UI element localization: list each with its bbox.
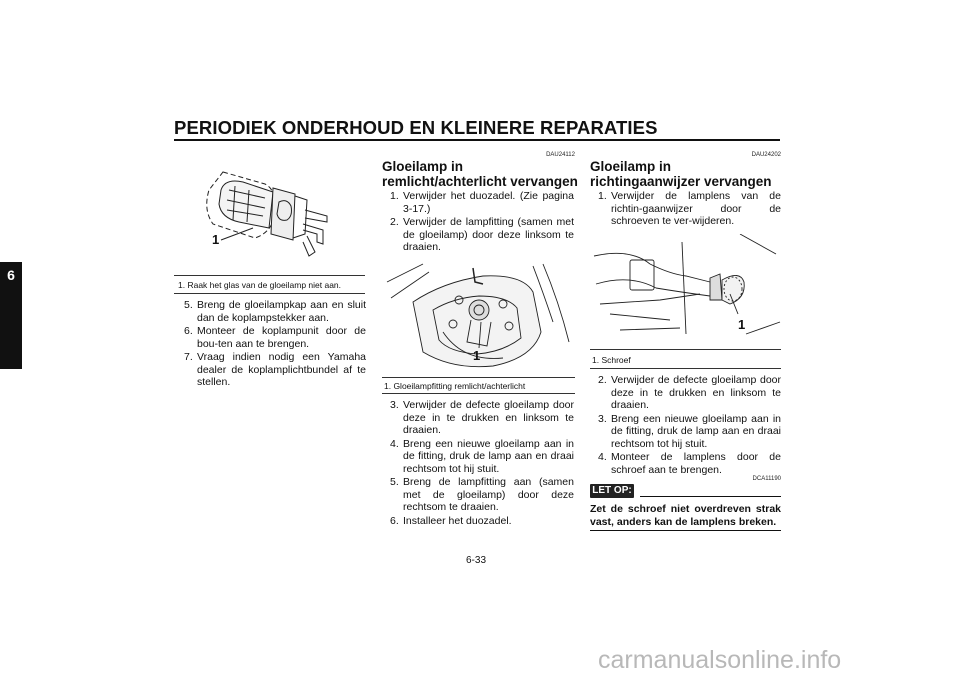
header-rule	[174, 139, 780, 141]
figure-callout: 1	[738, 317, 746, 332]
figure-callout: 1	[473, 348, 481, 363]
step-list	[598, 374, 781, 477]
notice-code: DCA11190	[752, 476, 781, 482]
turn-signal-illustration	[590, 234, 782, 348]
list-item: 1. Verwijder het duozadel. (Zie pagina 3-17.)	[390, 190, 574, 215]
step-list	[390, 399, 574, 528]
caption-rule	[174, 293, 365, 294]
watermark: carmanualsonline.info	[598, 646, 842, 674]
caption-rule	[174, 275, 365, 276]
chapter-number: 6	[7, 267, 15, 283]
figure-callout: 1	[212, 232, 220, 247]
caption-rule	[382, 377, 575, 378]
page-number: 6-33	[466, 555, 487, 566]
figure-caption: 1. Schroef	[592, 355, 631, 365]
figure-caption: 1. Raak het glas van de gloeilamp niet aan.	[178, 280, 342, 290]
page-title: PERIODIEK ONDERHOUD EN KLEINERE REPARATIES	[174, 117, 658, 138]
caption-rule	[382, 393, 575, 394]
list-item: 3. Breng een nieuwe gloeilamp aan in de fitting, druk de lamp aan en draai rechtsom tot hij stuit.	[598, 412, 781, 450]
list-item: 2. Verwijder de lampfitting (samen met de gloeilamp) door deze linksom te draaien.	[390, 216, 574, 253]
list-item: 4. Monteer de lamplens door de schroef aan te brengen.	[598, 451, 781, 476]
step-list	[184, 299, 366, 390]
list-item: 6. Monteer de koplampunit door de bou-ten aan te brengen.	[184, 325, 366, 350]
list-item: 6. Installeer het duozadel.	[390, 514, 512, 527]
notice-text: Zet de schroef niet overdreven strak vast, anders kan de lamplens breken.	[590, 503, 781, 528]
list-item: 5. Breng de gloeilampkap aan en sluit dan de koplampstekker aan.	[184, 299, 366, 324]
section-title: Gloeilamp in remlicht/achterlicht vervangen	[382, 159, 578, 189]
list-item: 2. Verwijder de defecte gloeilamp door deze in te drukken en linksom te draaien.	[598, 374, 781, 411]
figure-caption: 1. Gloeilampfitting remlicht/achterlicht	[384, 381, 526, 391]
list-item: 3. Verwijder de defecte gloeilamp door deze in te drukken en linksom te draaien.	[390, 399, 574, 436]
section-title: Gloeilamp in richtingaanwijzer vervangen	[590, 159, 772, 189]
notice-bottom-rule	[590, 530, 781, 531]
list-item: 4. Breng een nieuwe gloeilamp aan in de fitting, druk de lamp aan en draai rechtsom tot hij stuit.	[390, 437, 574, 475]
caption-rule	[590, 349, 781, 350]
list-item: 5. Breng de lampfitting aan (samen met de gloeilamp) door deze rechtsom te draaien.	[390, 476, 574, 513]
caption-rule	[590, 368, 781, 369]
headlight-bulb-illustration	[195, 160, 360, 272]
step-list	[390, 190, 574, 255]
notice-rule	[640, 496, 781, 497]
list-item: 1. Verwijder de lamplens van de richtin-gaanwijzer door de schroeven te ver-wijderen.	[598, 190, 781, 227]
section-code: DAU24202	[751, 152, 781, 158]
list-item: 7. Vraag indien nodig een Yamaha dealer de koplamplichtbundel af te stellen.	[184, 351, 366, 388]
section-code: DAU24112	[546, 152, 575, 158]
notice-label: LET OP:	[590, 484, 634, 498]
step-list	[598, 190, 781, 229]
